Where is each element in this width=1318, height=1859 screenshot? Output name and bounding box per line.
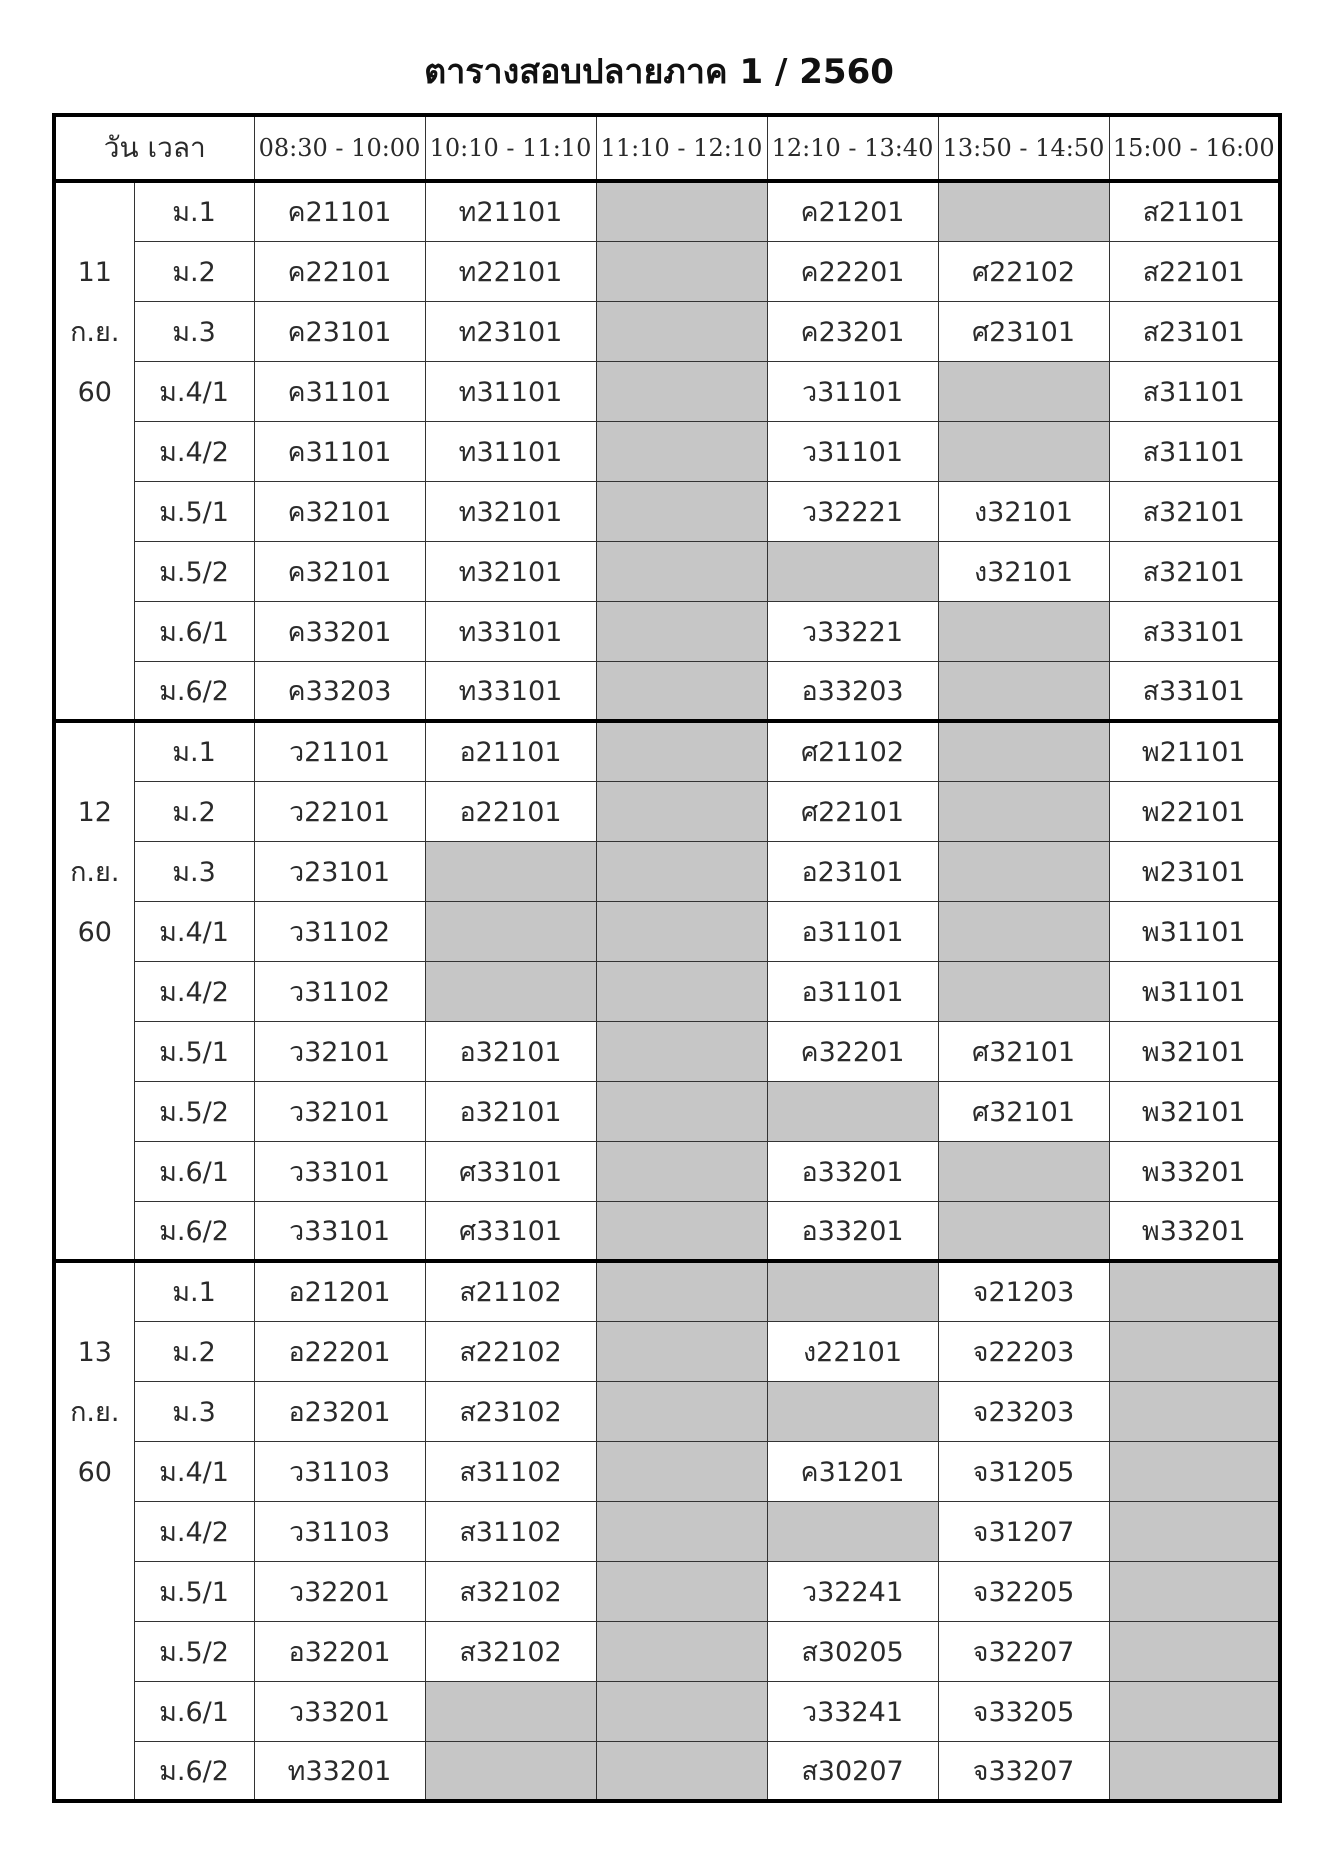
subject-code-cell: จ32205 [938, 1561, 1109, 1621]
empty-slot-cell [596, 1741, 767, 1801]
exam-date-line: 11 [77, 257, 112, 288]
subject-code-cell: จ31205 [938, 1441, 1109, 1501]
time-slot-header: 10:10 - 11:10 [425, 115, 596, 181]
empty-slot-cell [596, 841, 767, 901]
subject-code-cell: อ33203 [767, 661, 938, 721]
class-level-cell: ม.1 [134, 181, 254, 241]
subject-code-cell: อ23101 [767, 841, 938, 901]
empty-slot-cell [938, 901, 1109, 961]
subject-code-cell: ท23101 [425, 301, 596, 361]
subject-code-cell: ค32101 [254, 481, 425, 541]
empty-slot-cell [596, 1081, 767, 1141]
class-level-cell: ม.4/2 [134, 961, 254, 1021]
subject-code-cell: พ23101 [1109, 841, 1280, 901]
subject-code-cell: อ33201 [767, 1141, 938, 1201]
subject-code-cell: ว31101 [767, 361, 938, 421]
subject-code-cell: ว32201 [254, 1561, 425, 1621]
empty-slot-cell [938, 661, 1109, 721]
exam-date-line: 60 [77, 1457, 112, 1488]
empty-slot-cell [938, 181, 1109, 241]
class-level-cell: ม.5/2 [134, 1621, 254, 1681]
class-level-cell: ม.6/1 [134, 1681, 254, 1741]
empty-slot-cell [596, 1021, 767, 1081]
subject-code-cell: ศ33101 [425, 1201, 596, 1261]
subject-code-cell: ส30205 [767, 1621, 938, 1681]
table-row [54, 1261, 1280, 1321]
empty-slot-cell [1109, 1321, 1280, 1381]
subject-code-cell: ว31103 [254, 1501, 425, 1561]
empty-slot-cell [1109, 1441, 1280, 1501]
subject-code-cell: พ31101 [1109, 901, 1280, 961]
table-row [54, 1141, 1280, 1201]
table-row [54, 241, 1280, 301]
subject-code-cell: พ33201 [1109, 1201, 1280, 1261]
class-level-cell: ม.3 [134, 301, 254, 361]
page-title: ตารางสอบปลายภาค 1 / 2560 [424, 52, 894, 92]
subject-code-cell: ท32101 [425, 541, 596, 601]
subject-code-cell: ส21102 [425, 1261, 596, 1321]
day-group [54, 181, 1280, 721]
subject-code-cell: ศ33101 [425, 1141, 596, 1201]
class-level-cell: ม.2 [134, 1321, 254, 1381]
subject-code-cell: จ22203 [938, 1321, 1109, 1381]
table-row [54, 1201, 1280, 1261]
subject-code-cell: จ21203 [938, 1261, 1109, 1321]
time-slot-header: 13:50 - 14:50 [938, 115, 1109, 181]
subject-code-cell: ค22201 [767, 241, 938, 301]
empty-slot-cell [938, 1141, 1109, 1201]
time-slot-header: 08:30 - 10:00 [254, 115, 425, 181]
subject-code-cell: ศ22102 [938, 241, 1109, 301]
empty-slot-cell [596, 1201, 767, 1261]
day-group [54, 721, 1280, 1261]
subject-code-cell: ส23102 [425, 1381, 596, 1441]
subject-code-cell: ส31101 [1109, 421, 1280, 481]
class-level-cell: ม.5/2 [134, 1081, 254, 1141]
subject-code-cell: ว33201 [254, 1681, 425, 1741]
exam-date-cell [54, 181, 134, 721]
subject-code-cell: อ22101 [425, 781, 596, 841]
empty-slot-cell [938, 1201, 1109, 1261]
subject-code-cell: ท33101 [425, 601, 596, 661]
subject-code-cell: พ32101 [1109, 1081, 1280, 1141]
exam-schedule-table [52, 113, 1282, 1803]
empty-slot-cell [1109, 1741, 1280, 1801]
empty-slot-cell [938, 781, 1109, 841]
subject-code-cell: ส30207 [767, 1741, 938, 1801]
exam-date-cell [54, 1261, 134, 1801]
table-row [54, 1501, 1280, 1561]
exam-date-line: ก.ย. [70, 857, 120, 888]
table-row [54, 541, 1280, 601]
subject-code-cell: อ23201 [254, 1381, 425, 1441]
subject-code-cell: ว33241 [767, 1681, 938, 1741]
subject-code-cell: ง32101 [938, 541, 1109, 601]
empty-slot-cell [938, 361, 1109, 421]
empty-slot-cell [596, 421, 767, 481]
subject-code-cell: ว31103 [254, 1441, 425, 1501]
subject-code-cell: ค23201 [767, 301, 938, 361]
exam-date-line: 60 [77, 917, 112, 948]
empty-slot-cell [596, 1261, 767, 1321]
subject-code-cell: ค21201 [767, 181, 938, 241]
table-row [54, 901, 1280, 961]
empty-slot-cell [425, 961, 596, 1021]
empty-slot-cell [596, 781, 767, 841]
table-row [54, 421, 1280, 481]
subject-code-cell: ค32201 [767, 1021, 938, 1081]
subject-code-cell: อ32101 [425, 1021, 596, 1081]
table-row [54, 361, 1280, 421]
empty-slot-cell [1109, 1501, 1280, 1561]
subject-code-cell: ส32101 [1109, 541, 1280, 601]
subject-code-cell: ว31102 [254, 961, 425, 1021]
table-row [54, 1621, 1280, 1681]
empty-slot-cell [425, 1741, 596, 1801]
empty-slot-cell [938, 721, 1109, 781]
subject-code-cell: ท33101 [425, 661, 596, 721]
table-row [54, 1021, 1280, 1081]
class-level-cell: ม.5/1 [134, 1561, 254, 1621]
empty-slot-cell [596, 1501, 767, 1561]
subject-code-cell: ว32241 [767, 1561, 938, 1621]
class-level-cell: ม.4/1 [134, 1441, 254, 1501]
subject-code-cell: ส33101 [1109, 601, 1280, 661]
table-row [54, 601, 1280, 661]
subject-code-cell: พ33201 [1109, 1141, 1280, 1201]
subject-code-cell: ว32101 [254, 1081, 425, 1141]
subject-code-cell: ค23101 [254, 301, 425, 361]
class-level-cell: ม.5/1 [134, 1021, 254, 1081]
table-row [54, 1741, 1280, 1801]
empty-slot-cell [767, 1081, 938, 1141]
subject-code-cell: ว32221 [767, 481, 938, 541]
subject-code-cell: จ23203 [938, 1381, 1109, 1441]
table-row [54, 181, 1280, 241]
subject-code-cell: พ21101 [1109, 721, 1280, 781]
subject-code-cell: ว31101 [767, 421, 938, 481]
subject-code-cell: อ31101 [767, 961, 938, 1021]
class-level-cell: ม.1 [134, 721, 254, 781]
class-level-cell: ม.6/2 [134, 1741, 254, 1801]
exam-date-line: ก.ย. [70, 1397, 120, 1428]
exam-date-line: 60 [77, 377, 112, 408]
class-level-cell: ม.1 [134, 1261, 254, 1321]
empty-slot-cell [938, 961, 1109, 1021]
time-slot-header: 12:10 - 13:40 [767, 115, 938, 181]
subject-code-cell: อ21101 [425, 721, 596, 781]
subject-code-cell: ค31101 [254, 361, 425, 421]
subject-code-cell: ท32101 [425, 481, 596, 541]
class-level-cell: ม.6/2 [134, 1201, 254, 1261]
subject-code-cell: จ31207 [938, 1501, 1109, 1561]
table-row [54, 301, 1280, 361]
empty-slot-cell [596, 1561, 767, 1621]
class-level-cell: ม.6/2 [134, 661, 254, 721]
table-row [54, 781, 1280, 841]
subject-code-cell: ส32101 [1109, 481, 1280, 541]
exam-date-line: 12 [77, 797, 112, 828]
table-row [54, 841, 1280, 901]
subject-code-cell: ว32101 [254, 1021, 425, 1081]
subject-code-cell: ส22101 [1109, 241, 1280, 301]
subject-code-cell: ส31102 [425, 1441, 596, 1501]
empty-slot-cell [596, 961, 767, 1021]
empty-slot-cell [596, 181, 767, 241]
class-level-cell: ม.4/2 [134, 421, 254, 481]
class-level-cell: ม.2 [134, 241, 254, 301]
day-group [54, 1261, 1280, 1801]
empty-slot-cell [1109, 1261, 1280, 1321]
subject-code-cell: ศ32101 [938, 1021, 1109, 1081]
empty-slot-cell [596, 541, 767, 601]
subject-code-cell: ส22102 [425, 1321, 596, 1381]
class-level-cell: ม.2 [134, 781, 254, 841]
subject-code-cell: ส33101 [1109, 661, 1280, 721]
day-time-header: วัน เวลา [54, 115, 254, 181]
subject-code-cell: ท33201 [254, 1741, 425, 1801]
empty-slot-cell [767, 1501, 938, 1561]
table-row [54, 661, 1280, 721]
subject-code-cell: ศ21102 [767, 721, 938, 781]
subject-code-cell: อ22201 [254, 1321, 425, 1381]
empty-slot-cell [767, 1381, 938, 1441]
subject-code-cell: ว33101 [254, 1141, 425, 1201]
table-row [54, 1681, 1280, 1741]
empty-slot-cell [596, 1681, 767, 1741]
class-level-cell: ม.5/1 [134, 481, 254, 541]
empty-slot-cell [767, 1261, 938, 1321]
subject-code-cell: ว21101 [254, 721, 425, 781]
empty-slot-cell [596, 661, 767, 721]
subject-code-cell: พ31101 [1109, 961, 1280, 1021]
empty-slot-cell [596, 721, 767, 781]
table-row [54, 1381, 1280, 1441]
empty-slot-cell [596, 301, 767, 361]
class-level-cell: ม.4/2 [134, 1501, 254, 1561]
table-header [54, 115, 1280, 181]
empty-slot-cell [938, 601, 1109, 661]
class-level-cell: ม.3 [134, 841, 254, 901]
empty-slot-cell [1109, 1561, 1280, 1621]
subject-code-cell: ค33201 [254, 601, 425, 661]
empty-slot-cell [596, 1441, 767, 1501]
subject-code-cell: ท21101 [425, 181, 596, 241]
class-level-cell: ม.4/1 [134, 361, 254, 421]
empty-slot-cell [596, 1321, 767, 1381]
empty-slot-cell [1109, 1621, 1280, 1681]
subject-code-cell: ว22101 [254, 781, 425, 841]
header-row [54, 115, 1280, 181]
subject-code-cell: พ22101 [1109, 781, 1280, 841]
empty-slot-cell [1109, 1681, 1280, 1741]
subject-code-cell: อ32201 [254, 1621, 425, 1681]
empty-slot-cell [596, 1381, 767, 1441]
empty-slot-cell [938, 841, 1109, 901]
subject-code-cell: ง22101 [767, 1321, 938, 1381]
empty-slot-cell [767, 541, 938, 601]
subject-code-cell: ค22101 [254, 241, 425, 301]
subject-code-cell: ว33101 [254, 1201, 425, 1261]
subject-code-cell: อ21201 [254, 1261, 425, 1321]
empty-slot-cell [425, 901, 596, 961]
subject-code-cell: จ33205 [938, 1681, 1109, 1741]
empty-slot-cell [596, 1621, 767, 1681]
subject-code-cell: จ32207 [938, 1621, 1109, 1681]
table-row [54, 1081, 1280, 1141]
time-slot-header: 11:10 - 12:10 [596, 115, 767, 181]
empty-slot-cell [596, 601, 767, 661]
empty-slot-cell [596, 1141, 767, 1201]
class-level-cell: ม.6/1 [134, 601, 254, 661]
subject-code-cell: อ31101 [767, 901, 938, 961]
subject-code-cell: ค32101 [254, 541, 425, 601]
subject-code-cell: พ32101 [1109, 1021, 1280, 1081]
subject-code-cell: ส31101 [1109, 361, 1280, 421]
table-row [54, 721, 1280, 781]
exam-date-line: 13 [77, 1337, 112, 1368]
empty-slot-cell [596, 481, 767, 541]
subject-code-cell: ส32102 [425, 1621, 596, 1681]
subject-code-cell: ศ32101 [938, 1081, 1109, 1141]
table-row [54, 1441, 1280, 1501]
class-level-cell: ม.3 [134, 1381, 254, 1441]
empty-slot-cell [596, 901, 767, 961]
class-level-cell: ม.5/2 [134, 541, 254, 601]
table-row [54, 961, 1280, 1021]
subject-code-cell: ว23101 [254, 841, 425, 901]
subject-code-cell: ส31102 [425, 1501, 596, 1561]
subject-code-cell: จ33207 [938, 1741, 1109, 1801]
subject-code-cell: ศ22101 [767, 781, 938, 841]
empty-slot-cell [425, 1681, 596, 1741]
empty-slot-cell [425, 841, 596, 901]
subject-code-cell: อ33201 [767, 1201, 938, 1261]
subject-code-cell: ว33221 [767, 601, 938, 661]
subject-code-cell: ท31101 [425, 361, 596, 421]
subject-code-cell: ส21101 [1109, 181, 1280, 241]
class-level-cell: ม.6/1 [134, 1141, 254, 1201]
subject-code-cell: ค33203 [254, 661, 425, 721]
subject-code-cell: ค21101 [254, 181, 425, 241]
subject-code-cell: ว31102 [254, 901, 425, 961]
subject-code-cell: ส23101 [1109, 301, 1280, 361]
subject-code-cell: ท31101 [425, 421, 596, 481]
subject-code-cell: ค31101 [254, 421, 425, 481]
table-row [54, 1561, 1280, 1621]
exam-date-cell [54, 721, 134, 1261]
exam-date-line: ก.ย. [70, 317, 120, 348]
class-level-cell: ม.4/1 [134, 901, 254, 961]
subject-code-cell: อ32101 [425, 1081, 596, 1141]
empty-slot-cell [938, 421, 1109, 481]
empty-slot-cell [596, 361, 767, 421]
subject-code-cell: ง32101 [938, 481, 1109, 541]
subject-code-cell: ค31201 [767, 1441, 938, 1501]
subject-code-cell: ท22101 [425, 241, 596, 301]
empty-slot-cell [596, 241, 767, 301]
table-row [54, 1321, 1280, 1381]
empty-slot-cell [1109, 1381, 1280, 1441]
subject-code-cell: ศ23101 [938, 301, 1109, 361]
time-slot-header: 15:00 - 16:00 [1109, 115, 1280, 181]
subject-code-cell: ส32102 [425, 1561, 596, 1621]
table-row [54, 481, 1280, 541]
